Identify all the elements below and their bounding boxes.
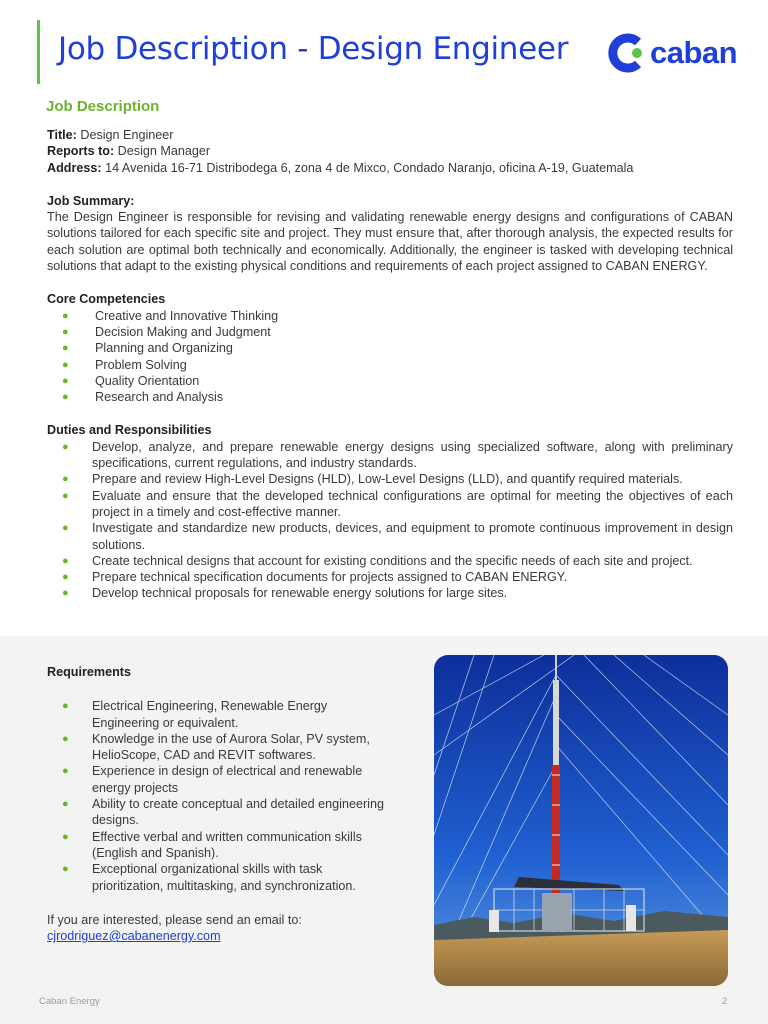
list-item-text: Prepare technical specification documents for projects assigned to CABAN ENERGY. [92,570,568,585]
bullet-icon: ● [62,309,69,322]
list-item-text: Decision Making and Judgment [95,324,271,339]
bullet-icon: ● [62,391,69,404]
list-item [47,698,397,731]
list-item [47,308,733,324]
list-item [47,731,397,764]
address-line [47,160,733,176]
bullet-icon: ● [62,554,69,567]
summary-heading: Job Summary: [47,193,135,208]
bullet-icon: ● [62,798,69,811]
competencies-list [47,308,733,406]
list-item [47,324,733,340]
list-item-text: Investigate and standardize new products, devices, and equipment to promote continuous improvement in design solutions. [92,521,733,552]
logo-wordmark: caban [650,35,738,70]
bullet-icon: ● [62,732,69,745]
list-item-text: Evaluate and ensure that the developed technical configurations are optimal for meeting the objectives of each project in a timely and cost-effective manner. [92,488,733,519]
footer-page-number: 2 [722,996,728,1007]
list-item [47,357,733,373]
reports-value: Design Manager [114,144,211,159]
summary-text: The Design Engineer is responsible for revising and validating renewable energy designs and configurations of CABAN solutions tailored for each specific site and project. They must ensure that, after thorough analysis, the expected results for each solution are optimal both technically and economically. Additionally, the engineer is tasked with developing technical solutions that adapt to the existing physical conditions and requirements of each project assigned to CABAN ENERGY. [47,210,733,274]
document-title: Job Description - Design Engineer [58,31,569,67]
bullet-icon: ● [62,765,69,778]
contact-block [47,912,397,945]
list-item-text: Planning and Organizing [95,341,233,356]
list-item-text: Exceptional organizational skills with task prioritization, multitasking, and synchronization. [92,862,356,893]
reports-label: Reports to: [47,144,115,159]
address-label: Address: [47,160,102,175]
list-item-text: Develop technical proposals for renewable energy solutions for large sites. [92,586,508,601]
bullet-icon: ● [62,342,69,355]
list-item [47,553,733,569]
header-accent-bar [37,20,40,84]
list-item-text: Creative and Innovative Thinking [95,308,279,323]
list-item-text: Create technical designs that account for existing conditions and the specific needs of each site and project. [92,553,693,568]
bullet-icon: ● [62,473,69,486]
list-item-text: Knowledge in the use of Aurora Solar, PV system, HelioScope, CAD and REVIT softwares. [92,731,370,763]
title-value: Design Engineer [76,128,174,142]
list-item [47,861,397,894]
tower-photo [434,655,728,986]
list-item [47,763,397,796]
list-item [47,439,733,472]
bullet-icon: ● [62,440,69,453]
contact-email-link[interactable]: cjrodriguez@cabanenergy.com [47,929,221,944]
tower-photo-illustration [434,655,728,986]
list-item [47,389,733,405]
requirements-heading: Requirements [47,665,131,679]
duties-list [47,439,733,602]
caban-logo-icon [607,33,647,73]
list-item [47,471,733,487]
list-item [47,796,397,829]
list-item-text: Problem Solving [95,357,187,372]
title-line [47,127,733,143]
bullet-icon: ● [62,830,69,843]
main-content [47,127,733,602]
list-item-text: Effective verbal and written communication skills (English and Spanish). [92,829,362,860]
bullet-icon: ● [62,863,69,876]
title-label: Title: [47,128,77,142]
list-item [47,340,733,356]
list-item-text: Experience in design of electrical and renewable energy projects [92,764,363,795]
requirements-list [47,698,397,894]
bullet-icon: ● [62,374,69,387]
list-item-text: Quality Orientation [95,373,200,388]
list-item [47,373,733,389]
bullet-icon: ● [62,489,69,502]
reports-line [47,143,733,159]
competencies-heading: Core Competencies [47,292,166,307]
bullet-icon: ● [62,571,69,584]
requirements-section [47,664,397,944]
list-item [47,520,733,553]
bullet-icon: ● [62,522,69,535]
duties-heading: Duties and Responsibilities [47,423,212,438]
section-heading: Job Description [46,98,160,115]
list-item-text: Prepare and review High-Level Designs (HLD), Low-Level Designs (LLD), and quantify required materials. [92,472,683,487]
list-item [47,569,733,585]
bullet-icon: ● [62,587,69,600]
list-item-text: Research and Analysis [95,390,224,405]
bullet-icon: ● [62,700,69,713]
bullet-icon: ● [62,358,69,371]
bullet-icon: ● [62,325,69,338]
list-item [47,585,733,601]
list-item-text: Develop, analyze, and prepare renewable energy designs using specialized software, along with preliminary specifications, current regulations, and industry standards. [92,439,733,471]
list-item-text: Ability to create conceptual and detailed engineering designs. [92,797,384,828]
address-value: 14 Avenida 16-71 Distribodega 6, zona 4 de Mixco, Condado Naranjo, oficina A-19, Guatemala [101,160,634,175]
list-item-text: Electrical Engineering, Renewable Energy Engineering or equivalent. [92,699,328,730]
footer-company: Caban Energy [39,996,100,1007]
caban-logo [607,33,737,73]
list-item [47,829,397,862]
contact-text: If you are interested, please send an email to: [47,912,302,927]
list-item [47,488,733,521]
